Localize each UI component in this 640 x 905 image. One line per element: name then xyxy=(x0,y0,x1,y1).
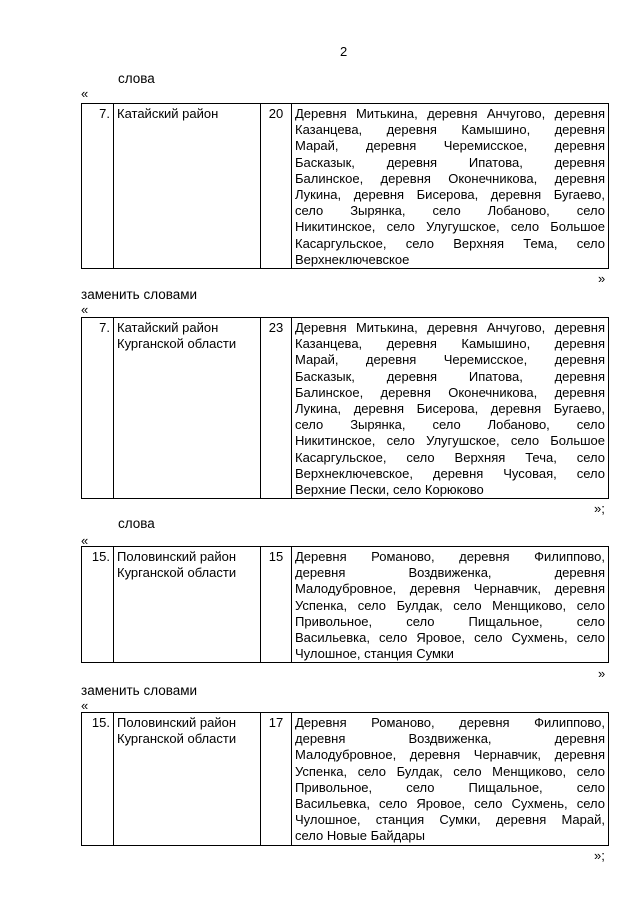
list-line: Деревня Романово, деревня Филиппово, xyxy=(295,549,605,564)
list-line: Лукина, деревня Бисерова, деревня Бугаево, xyxy=(295,187,605,203)
settlement-list xyxy=(292,104,609,269)
list-line: Васильевка, село Яровое, село Сухмень, село xyxy=(295,630,605,646)
district-line: Катайский район xyxy=(117,320,219,335)
list-line: Верхние Пески, село Корюково xyxy=(295,482,484,498)
list-line: Малодубровное, деревня Чернавчик, деревня xyxy=(295,747,605,763)
list-line: Малодубровное, деревня Чернавчик, деревня xyxy=(295,581,605,597)
list-line: Чулошное, станция Сумки xyxy=(295,646,454,662)
list-line: село Зырянка, село Лобаново, село xyxy=(295,417,605,433)
list-line: Никитинское, село Улугушское, село Большое xyxy=(295,219,605,235)
list-line: Касаргульское, село Верхняя Тема, село xyxy=(295,235,605,251)
row-number: 15. xyxy=(82,713,114,846)
open-quote: « xyxy=(81,302,89,317)
list-line: Касаргульское, село Верхняя Теча, село xyxy=(295,449,605,465)
amendment-table xyxy=(81,546,609,663)
settlement-list xyxy=(292,547,609,663)
amendment-table xyxy=(81,712,609,846)
list-line: Привольное, село Пищальное, село xyxy=(295,613,605,629)
list-line: село Зырянка, село Лобаново, село xyxy=(295,203,605,219)
block-label: слова xyxy=(118,516,155,531)
list-line: Никитинское, село Улугушское, село Большое xyxy=(295,433,605,449)
list-line: Казанцева, деревня Камышино, деревня xyxy=(295,336,605,352)
list-line: Верхнеключевское, деревня Чусовая, село xyxy=(295,465,605,481)
district-line: Курганской области xyxy=(117,731,237,747)
list-line: Успенка, село Булдак, село Менщиково, село xyxy=(295,597,605,613)
open-quote: « xyxy=(81,698,89,713)
settlement-count: 17 xyxy=(261,713,292,846)
close-quote: »; xyxy=(594,848,605,863)
list-line: Казанцева, деревня Камышино, деревня xyxy=(295,122,605,138)
list-line: село Новые Байдары xyxy=(295,828,425,844)
close-quote: » xyxy=(598,666,606,681)
list-line: Деревня Митькина, деревня Анчугово, деревня xyxy=(295,320,605,335)
settlement-list xyxy=(292,318,609,499)
district-line: Половинский район xyxy=(117,715,237,730)
open-quote: « xyxy=(81,86,89,101)
list-line: Балинское, деревня Оконечникова, деревня xyxy=(295,384,605,400)
list-line: Басказык, деревня Ипатова, деревня xyxy=(295,368,605,384)
list-line: Балинское, деревня Оконечникова, деревня xyxy=(295,170,605,186)
list-line: деревня Воздвиженка, деревня xyxy=(295,565,605,581)
list-line: Деревня Романово, деревня Филиппово, xyxy=(295,715,605,730)
list-line: Васильевка, село Яровое, село Сухмень, село xyxy=(295,796,605,812)
district-line: Курганской области xyxy=(117,336,237,352)
block-label: заменить словами xyxy=(81,683,198,698)
row-number: 15. xyxy=(82,547,114,663)
page-number: 2 xyxy=(340,44,348,59)
list-line: Марай, деревня Черемисское, деревня xyxy=(295,352,605,368)
open-quote: « xyxy=(81,533,89,548)
district-line: Катайский район xyxy=(117,106,219,121)
settlement-count: 20 xyxy=(261,104,292,269)
settlement-list xyxy=(292,713,609,846)
table-row xyxy=(82,547,609,663)
list-line: Верхнеключевское xyxy=(295,251,410,267)
close-quote: » xyxy=(598,271,606,286)
table-row xyxy=(82,713,609,846)
settlement-count: 15 xyxy=(261,547,292,663)
row-number: 7. xyxy=(82,318,114,499)
list-line: Чулошное, станция Сумки, деревня Марай, xyxy=(295,812,605,828)
block-label: заменить словами xyxy=(81,287,198,302)
row-number: 7. xyxy=(82,104,114,269)
list-line: деревня Воздвиженка, деревня xyxy=(295,731,605,747)
list-line: Басказык, деревня Ипатова, деревня xyxy=(295,154,605,170)
close-quote: »; xyxy=(594,501,605,516)
amendment-table xyxy=(81,103,609,269)
block-label: слова xyxy=(118,71,155,86)
table-row xyxy=(82,318,609,499)
district-cell xyxy=(114,547,261,663)
list-line: Марай, деревня Черемисское, деревня xyxy=(295,138,605,154)
district-line: Курганской области xyxy=(117,565,237,581)
district-cell xyxy=(114,713,261,846)
district-cell xyxy=(114,318,261,499)
district-cell xyxy=(114,104,261,269)
list-line: Деревня Митькина, деревня Анчугово, деревня xyxy=(295,106,605,121)
list-line: Лукина, деревня Бисерова, деревня Бугаево, xyxy=(295,401,605,417)
list-line: Привольное, село Пищальное, село xyxy=(295,779,605,795)
table-row xyxy=(82,104,609,269)
district-line: Половинский район xyxy=(117,549,237,564)
settlement-count: 23 xyxy=(261,318,292,499)
amendment-table xyxy=(81,317,609,499)
list-line: Успенка, село Булдак, село Менщиково, село xyxy=(295,763,605,779)
